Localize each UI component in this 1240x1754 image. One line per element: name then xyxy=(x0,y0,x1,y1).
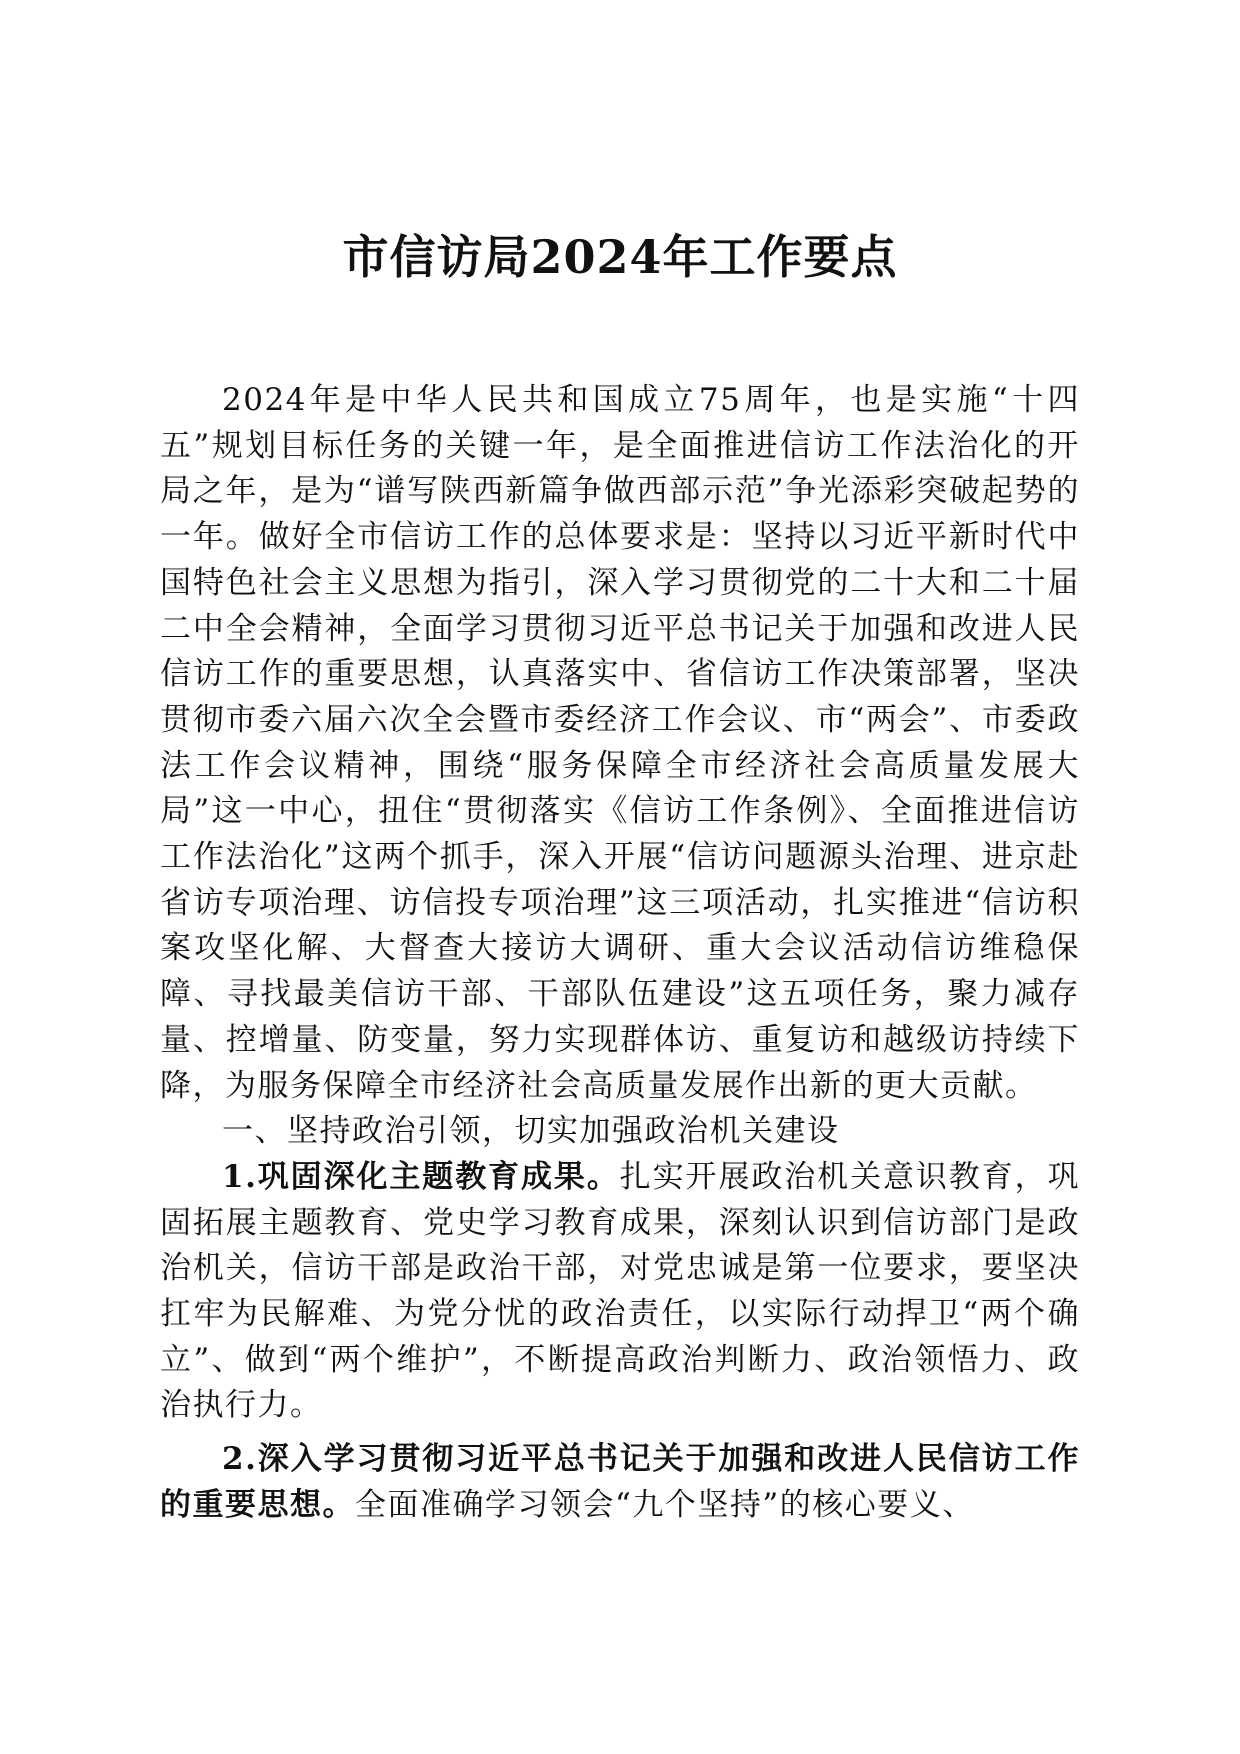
intro-paragraph: 2024年是中华人民共和国成立75周年，也是实施“十四五”规划目标任务的关键一年，是全面推进信访工作法治化的开局之年，是为“谱写陕西新篇争做西部示范”争光添彩突破起势的一年。做好全市信访工作的总体要求是：坚持以习近平新时代中国特色社会主义思想为指引，深入学习贯彻党的二十大和二十届二中全会精神，全面学习贯彻习近平总书记关于加强和改进人民信访工作的重要思想，认真落实中、省信访工作决策部署，坚决贯彻市委六届六次全会暨市委经济工作会议、市“两会”、市委政法工作会议精神，围绕“服务保障全市经济社会高质量发展大局”这一中心，扭住“贯彻落实《信访工作条例》、全面推进信访工作法治化”这两个抓手，深入开展“信访问题源头治理、进京赴省访专项治理、访信投专项治理”这三项活动，扎实推进“信访积案攻坚化解、大督查大接访大调研、重大会议活动信访维稳保障、寻找最美信访干部、干部队伍建设”这五项任务，聚力减存量、控增量、防变量，努力实现群体访、重复访和越级访持续下降，为服务保障全市经济社会高质量发展作出新的更大贡献。 xyxy=(160,382,1080,1104)
document-title: 市信访局2024年工作要点 xyxy=(342,230,898,284)
item-2-text: 全面准确学习领会“九个坚持”的核心要义、 xyxy=(355,1486,975,1523)
item-2-lead: 2.深入学习贯彻习近平总书记关于加强和改进人民信访工作的重要思想。 xyxy=(160,1441,1080,1523)
section-1-heading: 一、坚持政治引领，切实加强政治机关建设 xyxy=(222,1113,840,1150)
item-1-text: 扎实开展政治机关意识教育，巩固拓展主题教育、党史学习教育成果，深刻认识到信访部门是政治机关，信访干部是政治干部，对党忠诚是第一位要求，要坚决扛牢为民解难、为党分忧的政治责任，以实际行动捍卫“两个确立”、做到“两个维护”，不断提高政治判断力、政治领悟力、政治执行力。 xyxy=(160,1158,1080,1424)
document-body xyxy=(160,378,1080,1529)
item-1-lead: 1.巩固深化主题教育成果。 xyxy=(222,1158,620,1195)
section-1-item-2 xyxy=(160,1437,1080,1528)
section-1-item-1 xyxy=(160,1155,1080,1429)
